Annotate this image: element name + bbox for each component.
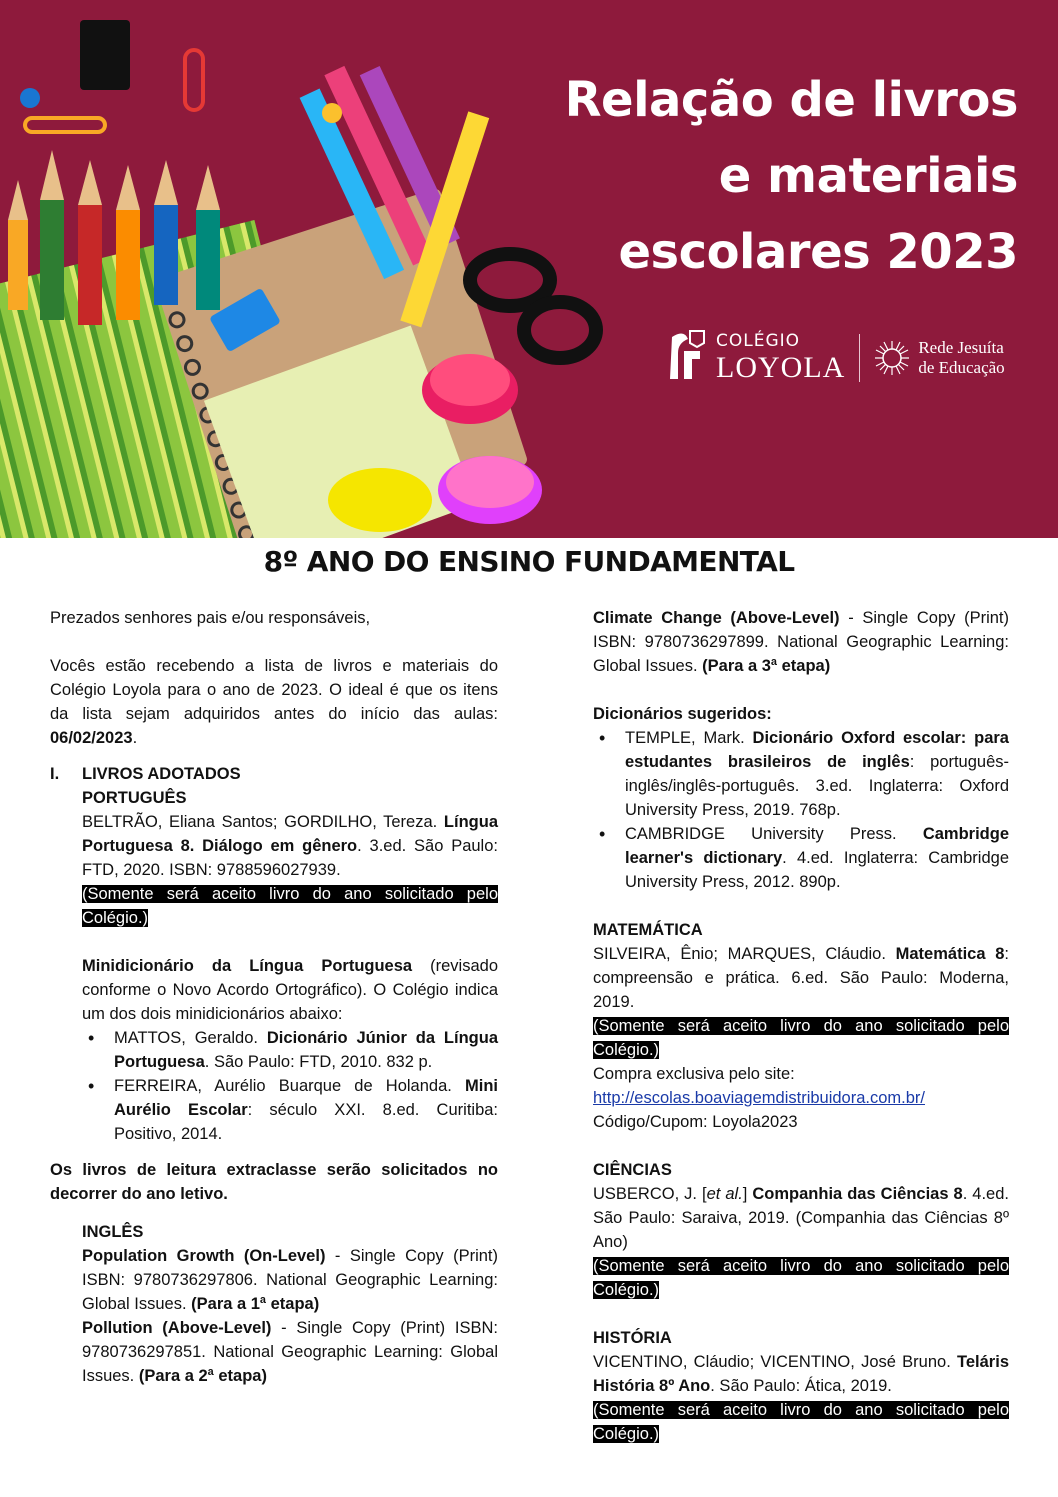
portugues-heading: PORTUGUÊS — [82, 789, 187, 807]
rede-jesuita-wordmark — [918, 338, 1004, 378]
ingles-block — [50, 1220, 498, 1388]
left-column — [50, 606, 498, 1388]
portugues-block — [50, 786, 498, 1146]
historia-heading: HISTÓRIA — [593, 1329, 672, 1347]
historia-book-title: Teláris História 8º Ano — [593, 1353, 1009, 1395]
list-item — [114, 1026, 498, 1074]
leitura-note-text: Os livros de leitura extraclasse serão solicitados no decorrer do ano letivo. — [50, 1161, 498, 1203]
ingles-item-stage: (Para a 2ª etapa) — [138, 1367, 267, 1385]
ingles-item-stage: (Para a 1ª etapa) — [191, 1295, 320, 1313]
leitura-note — [50, 1158, 498, 1206]
logo-rede-line-2: de Educação — [918, 358, 1005, 377]
dicionarios-list — [593, 726, 1009, 894]
ciencias-book-details: . 4.ed. São Paulo: Saraiva, 2019. (Companhia das Ciências 8º Ano) — [593, 1185, 1009, 1251]
notice-text: (Somente será aceito livro do ano solicitado pelo Colégio.) — [593, 1401, 1009, 1443]
historia-authors: VICENTINO, Cláudio; VICENTINO, José Bruno. — [593, 1353, 958, 1371]
portugues-book-entry — [82, 810, 498, 882]
portugues-authors: BELTRÃO, Eliana Santos; GORDILHO, Tereza. — [82, 813, 438, 831]
notice-text: (Somente será aceito livro do ano solicitado pelo Colégio.) — [593, 1017, 1009, 1059]
dictionary-details: : português-inglês/inglês-português. 3.ed. Inglaterra: Oxford University Press, 2019. 768p. — [625, 753, 1009, 819]
minidicionario-list — [82, 1026, 498, 1146]
dictionary-details: : século XXI. 8.ed. Curitiba: Positivo, 2014. — [114, 1101, 499, 1143]
classes-start-date: 06/02/2023 — [50, 729, 133, 747]
logo-loyola-label: LOYOLA — [716, 351, 846, 384]
matematica-book-entry — [593, 942, 1009, 1014]
ciencias-book-entry — [593, 1182, 1009, 1254]
ingles-item — [593, 606, 1009, 678]
colegio-loyola-logo-icon — [664, 329, 706, 387]
notice-text: (Somente será aceito livro do ano solicitado pelo Colégio.) — [82, 885, 498, 927]
matematica-authors: SILVEIRA, Ênio; MARQUES, Cláudio. — [593, 945, 896, 963]
greeting: Prezados senhores pais e/ou responsáveis, — [50, 609, 371, 627]
purchase-label: Compra exclusiva pelo site: — [593, 1065, 795, 1083]
ingles-item-stage: (Para a 3ª etapa) — [702, 657, 831, 675]
dictionary-details: . São Paulo: FTD, 2010. 832 p. — [204, 1053, 433, 1071]
intro-paragraph — [50, 654, 498, 750]
ingles-item-title: Climate Change (Above-Level) — [593, 609, 840, 627]
banner-title-line-3: escolares 2023 — [618, 224, 1018, 280]
purchase-link[interactable]: http://escolas.boaviagemdistribuidora.com.br/ — [593, 1089, 925, 1107]
logo-colegio-label: COLÉGIO — [716, 331, 801, 351]
banner-title — [498, 62, 1018, 290]
ingles-heading: INGLÊS — [82, 1223, 144, 1241]
intro-body: Vocês estão recebendo a lista de livros e materiais do Colégio Loyola para o ano de 2023. O ideal é que os itens da lista sejam adquiridos antes do início das aulas: — [50, 657, 498, 723]
portugues-book-details: . 3.ed. São Paulo: FTD, 2020. ISBN: 9788596027939. — [82, 837, 498, 879]
dictionary-title: Cambridge learner's dictionary — [625, 825, 1009, 867]
purchase-link-row — [593, 1086, 1009, 1110]
minidicionario-text: (revisado conforme o Novo Acordo Ortográfico). O Colégio indica um dos dois minidicionários abaixo: — [82, 957, 499, 1023]
dictionary-title: Dicionário Oxford escolar: para estudantes brasileiros de inglês — [625, 729, 1009, 771]
portugues-notice — [82, 882, 498, 930]
portugues-book-title: Língua Portuguesa 8. Diálogo em gênero — [82, 813, 498, 855]
dictionary-author: CAMBRIDGE University Press. — [625, 825, 923, 843]
ciencias-authors: USBERCO, J. [ — [593, 1185, 707, 1203]
ciencias-et-al: et al. — [706, 1185, 743, 1203]
ingles-item-title: Pollution (Above-Level) — [82, 1319, 272, 1337]
banner-title-line-1: Relação de livros — [564, 72, 1018, 128]
dictionary-title: Dicionário Júnior da Língua Portuguesa — [114, 1029, 499, 1071]
dictionary-author: MATTOS, Geraldo. — [114, 1029, 267, 1047]
ingles-item — [82, 1316, 498, 1388]
historia-notice — [593, 1398, 1009, 1446]
logo-rede-line-1: Rede Jesuíta — [918, 338, 1004, 357]
ciencias-book-title: Companhia das Ciências 8 — [752, 1185, 963, 1203]
ingles-item-text: - Single Copy (Print) ISBN: 9780736297806. National Geographic Learning: Global Issues. — [82, 1247, 498, 1313]
ingles-item-text: - Single Copy (Print) ISBN: 9780736297851. National Geographic Learning: Global Issues. — [82, 1319, 499, 1385]
minidicionario-title: Minidicionário da Língua Portuguesa — [82, 957, 413, 975]
list-item — [114, 1074, 498, 1146]
ingles-item-title: Population Growth (On-Level) — [82, 1247, 326, 1265]
logos — [664, 328, 1024, 388]
historia-book-entry — [593, 1350, 1009, 1398]
matematica-book-title: Matemática 8 — [895, 945, 1005, 963]
right-column — [593, 606, 1009, 1446]
ciencias-authors-end: ] — [742, 1185, 753, 1203]
rede-jesuita-seal-icon — [874, 340, 910, 376]
dicionarios-heading: Dicionários sugeridos: — [593, 705, 772, 723]
ingles-item — [82, 1244, 498, 1316]
ciencias-notice — [593, 1254, 1009, 1302]
intro-date-suffix: . — [132, 729, 138, 747]
dictionary-title: Mini Aurélio Escolar — [114, 1077, 498, 1119]
dictionary-author: FERREIRA, Aurélio Buarque de Holanda. — [114, 1077, 465, 1095]
list-item — [625, 822, 1009, 894]
colegio-loyola-wordmark — [716, 333, 845, 383]
logo-divider — [859, 334, 860, 382]
list-item — [625, 726, 1009, 822]
dictionary-author: TEMPLE, Mark. — [625, 729, 753, 747]
notice-text: (Somente será aceito livro do ano solicitado pelo Colégio.) — [593, 1257, 1009, 1299]
ingles-item-text: - Single Copy (Print) ISBN: 9780736297899. National Geographic Learning: Global Issues. — [593, 609, 1009, 675]
dictionary-details: . 4.ed. Inglaterra: Cambridge University Press, 2012. 890p. — [625, 849, 1009, 891]
section-title: LIVROS ADOTADOS — [82, 765, 241, 783]
coupon-code: Código/Cupom: Loyola2023 — [593, 1113, 798, 1131]
banner-title-line-2: e materiais — [718, 148, 1018, 204]
matematica-notice — [593, 1014, 1009, 1062]
section-number: I. — [50, 765, 60, 783]
minidicionario-paragraph — [82, 954, 498, 1026]
section-livros-adotados — [50, 762, 498, 786]
ciencias-heading: CIÊNCIAS — [593, 1161, 672, 1179]
historia-book-details: . São Paulo: Ática, 2019. — [710, 1377, 892, 1395]
page-title: 8º ANO DO ENSINO FUNDAMENTAL — [263, 545, 795, 578]
matematica-book-details: : compreensão e prática. 6.ed. São Paulo: Moderna, 2019. — [593, 945, 1009, 1011]
matematica-heading: MATEMÁTICA — [593, 921, 703, 939]
header-banner — [0, 0, 1058, 538]
